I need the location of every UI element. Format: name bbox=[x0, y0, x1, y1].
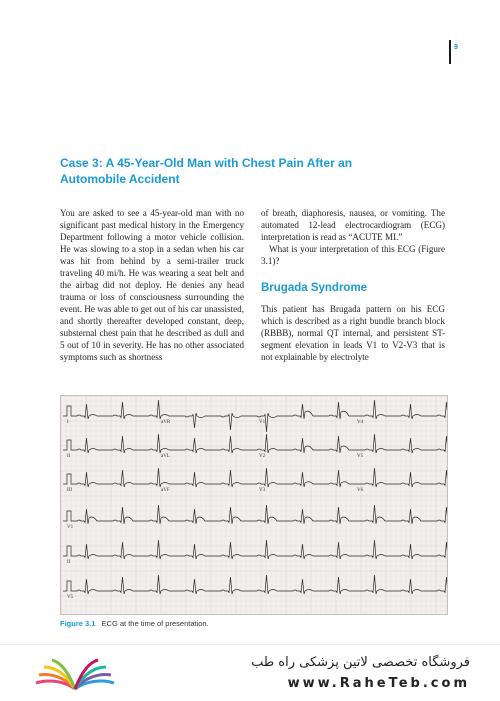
ecg-lead-label: II bbox=[67, 454, 71, 459]
ecg-rhythm-label: V1 bbox=[67, 525, 74, 530]
ecg-lead-label: V5 bbox=[357, 454, 364, 459]
page-number: 9 bbox=[454, 44, 458, 51]
ecg-lead-label: III bbox=[67, 488, 72, 493]
left-text-column bbox=[60, 207, 244, 363]
ecg-lead-label: I bbox=[67, 420, 69, 425]
figure-caption-text: ECG at the time of presentation. bbox=[101, 619, 209, 628]
ecg-lead-label: aVL bbox=[161, 454, 170, 459]
ecg-trace-row bbox=[63, 434, 447, 453]
store-url[interactable]: www.RaheTeb.com bbox=[287, 676, 470, 691]
ecg-rhythm-label: V5 bbox=[67, 595, 74, 600]
ecg-lead-label: aVF bbox=[161, 488, 170, 493]
ecg-lead-label: aVR bbox=[161, 420, 171, 425]
right-text-column bbox=[261, 207, 445, 363]
ecg-trace-row bbox=[63, 540, 447, 559]
ecg-figure bbox=[60, 395, 448, 615]
ecg-grid bbox=[61, 396, 447, 614]
brugada-paragraph: This patient has Brugada pattern on his ECG which is described as a right bundle branch block (RBBB), normal QT internal, and persistent ST-segment elevation in leads V1 to V2-V3 that is not explainable by electrolyte bbox=[261, 304, 445, 362]
symptoms-paragraph: of breath, diaphoresis, nausea, or vomiting. The automated 12-lead electrocardiogram (ECG) interpretation is read as “ACUTE MI.” bbox=[261, 208, 445, 242]
footer-banner bbox=[0, 644, 500, 701]
ecg-tracing bbox=[61, 396, 447, 614]
figure-label: Figure 3.1 bbox=[60, 619, 96, 628]
ecg-rhythm-label: II bbox=[67, 560, 71, 565]
ecg-trace-row bbox=[63, 575, 447, 594]
store-name: فروشگاه تخصصی لاتین پزشکی راه طب bbox=[251, 655, 470, 670]
case-history-paragraph: You are asked to see a 45-year-old man with no significant past medical history in the Emergency Department following a motor vehicle collision. He was slowing to a stop in a sedan when his car was hit from behind by a semi-trailer truck traveling 40 mi/h. He was wearing a seat belt and the airbag did not deploy. He denies any head trauma or loss of consciousness surrounding the event. He was able to get out of his car unassisted, and shortly thereafter developed constant, deep, substernal chest pain that he described as dull and 5 out of 10 in severity. He has no other associated symptoms such as shortness bbox=[60, 208, 244, 362]
ecg-lead-label: V2 bbox=[259, 454, 266, 459]
ecg-lead-label: V3 bbox=[259, 488, 266, 493]
page-number-rule bbox=[449, 40, 451, 64]
question-paragraph: What is your interpretation of this ECG (Figure 3.1)? bbox=[261, 244, 445, 266]
figure-caption bbox=[60, 619, 209, 628]
open-book-logo-icon bbox=[30, 651, 120, 695]
case-title: Case 3: A 45-Year-Old Man with Chest Pain After an Automobile Accident bbox=[60, 156, 353, 186]
ecg-lead-label: V1 bbox=[259, 420, 266, 425]
ecg-lead-label: V4 bbox=[357, 420, 364, 425]
ecg-lead-label: V6 bbox=[357, 488, 364, 493]
section-heading: Brugada Syndrome bbox=[261, 282, 368, 294]
